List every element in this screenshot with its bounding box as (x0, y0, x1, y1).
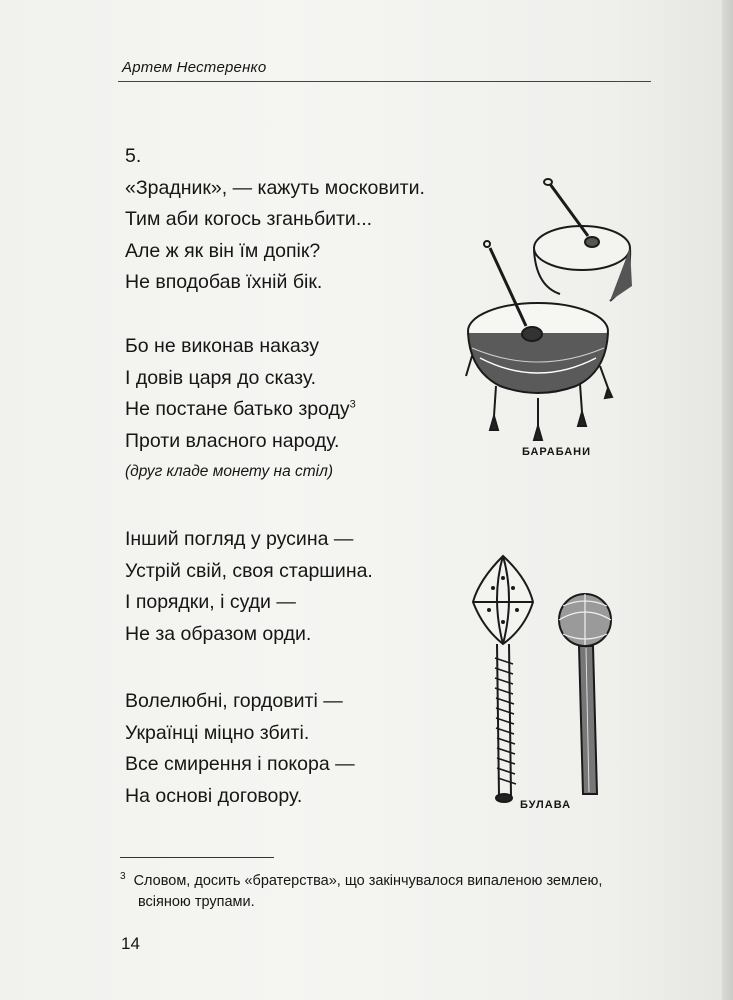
poem-line: І порядки, і суди — (125, 591, 296, 613)
footnote-text: Словом, досить «братерства», що закінчувалося випаленою землею, (133, 872, 603, 889)
page-number: 14 (121, 934, 140, 953)
running-header-author: Артем Нестеренко (122, 59, 267, 76)
poem-line: Не вподобав їхній бік. (125, 271, 323, 293)
header-rule (118, 81, 651, 82)
poem-line: Інший погляд у русина — (125, 528, 354, 550)
poem-line-with-footnote (125, 394, 356, 426)
poem-line: Волелюбні, гордовиті — (125, 690, 343, 712)
poem-line: Тим аби когось зганьбити... (125, 208, 373, 230)
poem-line: Бо не виконав наказу (125, 335, 320, 357)
footnote (120, 866, 660, 913)
poem-line: Не за образом орди. (125, 622, 312, 645)
mace-caption: БУЛАВА (520, 799, 572, 811)
drums-caption: БАРАБАНИ (522, 446, 592, 458)
mace-illustration (463, 548, 638, 810)
poem-line-text: Не постане батько зроду (125, 398, 350, 420)
poem-line: І довів царя до сказу. (125, 366, 317, 389)
poem-line: Все смирення і покора — (125, 753, 355, 775)
poem-line: «Зрадник», — кажуть московити. (125, 176, 425, 199)
stanza-2 (125, 331, 356, 487)
footnote-line-2: всіяною трупами. (138, 893, 255, 910)
stanza-4 (125, 686, 355, 812)
page-edge (722, 0, 733, 1000)
poem-line: Проти власного народу. (125, 429, 340, 452)
stanza-3 (125, 524, 373, 650)
stage-direction: (друг кладе монету на стіл) (125, 463, 334, 480)
poem-number: 5. (125, 145, 142, 167)
drums-illustration (460, 176, 635, 451)
footnote-mark: 3 (120, 871, 126, 882)
poem-line: На основі договору. (125, 784, 303, 807)
footnote-line-1 (120, 866, 660, 892)
footnote-rule (120, 857, 274, 858)
poem-line: Українці міцно збиті. (125, 721, 310, 744)
poem-line: Але ж як він їм допік? (125, 239, 321, 262)
footnote-reference: 3 (349, 398, 356, 411)
stanza-1 (125, 141, 425, 299)
poem-line: Устрій свій, своя старшина. (125, 559, 373, 582)
